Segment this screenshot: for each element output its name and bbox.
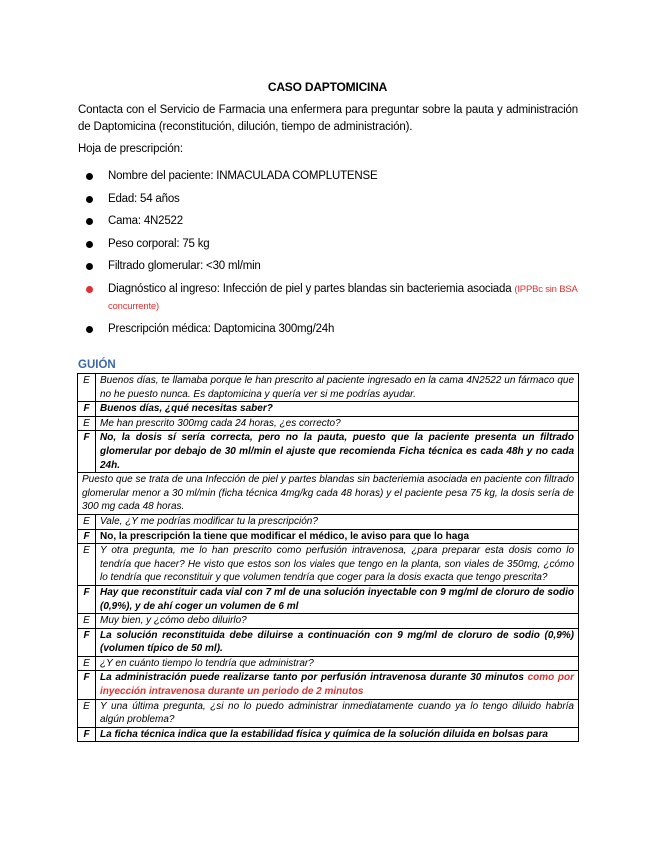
dialogue-cell: Vale, ¿Y me podrías modificar tu la prescripción? <box>96 514 579 529</box>
red-bullet-icon <box>86 286 93 293</box>
table-row <box>78 529 579 544</box>
speaker-cell: F <box>78 628 96 656</box>
speaker-cell: E <box>78 544 96 586</box>
dialogue-cell: La administración puede realizarse tanto por perfusión intravenosa durante 30 minutos como por inyección intravenosa durante un periodo de 2 minutos <box>96 671 579 699</box>
dialogue-cell: Hay que reconstituir cada vial con 7 ml de una solución inyectable con 9 mg/ml de cloruro de sodio (0,9%), y de ahí coger un volumen de 6 ml <box>96 585 579 613</box>
document-title: CASO DAPTOMICINA <box>267 80 388 94</box>
speaker-cell: E <box>78 614 96 629</box>
bullet-icon <box>86 326 93 333</box>
speaker-cell: E <box>78 656 96 671</box>
dialogue-cell: Buenos días, te llamaba porque le han prescrito al paciente ingresado en la cama 4N2522 un fármaco que no he puesto nunca. Es daptomicina y quería ver si me podrías ayudar. <box>96 374 579 402</box>
dialogue-cell: No, la dosis sí sería correcta, pero no la pauta, puesto que la paciente presenta un filtrado glomerular por debajo de 30 ml/min el ajuste que recomienda Ficha técnica es cada 48h y no cada 24h. <box>96 431 579 473</box>
table-row <box>78 431 579 473</box>
bullet-icon <box>86 263 93 270</box>
list-item: Filtrado glomerular: <30 ml/min <box>86 258 586 274</box>
speaker-cell: F <box>78 529 96 544</box>
table-row <box>78 671 579 699</box>
table-row <box>78 514 579 529</box>
dialogue-cell: Y una última pregunta, ¿si no lo puedo administrar inmediatamente cuando ya lo tengo diluido habría algún problema? <box>96 699 579 727</box>
bullet-icon <box>86 241 93 248</box>
list-item: Peso corporal: 75 kg <box>86 236 586 252</box>
prescription-list <box>86 168 586 344</box>
dialogue-cell: ¿Y en cuánto tiempo lo tendría que administrar? <box>96 656 579 671</box>
table-row <box>78 544 579 586</box>
table-row <box>78 628 579 656</box>
speaker-cell: F <box>78 671 96 699</box>
dialogue-cell: La solución reconstituida debe diluirse a continuación con 9 mg/ml de cloruro de sodio (0,9%) (volumen típico de 50 ml). <box>96 628 579 656</box>
explanation-note: Puesto que se trata de una Infección de piel y partes blandas sin bacteriemia asociada en paciente con filtrado glomerular menor a 30 ml/min (ficha técnica 4mg/kg cada 48 horas) y el paciente pesa 75 kg, la dosis sería de 300 mg cada 48 horas. <box>78 473 579 515</box>
list-item: Cama: 4N2522 <box>86 213 586 229</box>
bullet-icon <box>86 218 93 225</box>
table-row <box>78 585 579 613</box>
table-row <box>78 416 579 431</box>
speaker-cell: E <box>78 514 96 529</box>
speaker-cell: F <box>78 585 96 613</box>
bullet-icon <box>86 173 93 180</box>
bullet-icon <box>86 196 93 203</box>
table-row <box>78 473 579 515</box>
list-item: Prescripción médica: Daptomicina 300mg/24h <box>86 321 586 337</box>
speaker-cell: F <box>78 402 96 417</box>
list-item: Nombre del paciente: INMACULADA COMPLUTENSE <box>86 168 586 184</box>
list-item: Diagnóstico al ingreso: Infección de piel y partes blandas sin bacteriemia asociada (IPPBc sin BSA concurrente) <box>86 281 586 315</box>
speaker-cell: E <box>78 699 96 727</box>
dialogue-cell: Muy bien, y ¿cómo debo diluirlo? <box>96 614 579 629</box>
table-row <box>78 374 579 402</box>
speaker-cell: F <box>78 431 96 473</box>
list-item: Edad: 54 años <box>86 191 586 207</box>
dialogue-cell: Buenos días, ¿qué necesitas saber? <box>96 402 579 417</box>
speaker-cell: E <box>78 374 96 402</box>
dialogue-cell: Me han prescrito 300mg cada 24 horas, ¿es correcto? <box>96 416 579 431</box>
prescription-sheet-label: Hoja de prescripción: <box>78 143 183 155</box>
highlighted-text: como por inyección intravenosa durante un periodo de 2 minutos <box>100 672 575 698</box>
dialogue-table <box>77 373 579 742</box>
table-row <box>78 614 579 629</box>
script-heading: GUIÓN <box>78 359 116 371</box>
table-row <box>78 656 579 671</box>
table-row <box>78 727 579 742</box>
speaker-cell: F <box>78 727 96 742</box>
diagnosis-note: (IPPBc sin BSA concurrente) <box>108 283 578 312</box>
dialogue-cell: Y otra pregunta, me lo han prescrito como perfusión intravenosa, ¿para preparar esta dosis como lo tendría que hacer? He visto que estos son los viales que tengo en la planta, son viales de 350mg, ¿cómo lo tendría que reconstituir y que volumen tendría que coger para la dosis exacta que tengo prescrita? <box>96 544 579 586</box>
dialogue-cell: La ficha técnica indica que la estabilidad física y química de la solución diluida en bolsas para <box>96 727 579 742</box>
speaker-cell: E <box>78 416 96 431</box>
intro-paragraph: Contacta con el Servicio de Farmacia una enfermera para preguntar sobre la pauta y administración de Daptomicina (reconstitución, dilución, tiempo de administración). <box>78 104 578 133</box>
table-row <box>78 402 579 417</box>
table-row <box>78 699 579 727</box>
dialogue-cell: No, la prescripción la tiene que modificar el médico, le aviso para que lo haga <box>96 529 579 544</box>
